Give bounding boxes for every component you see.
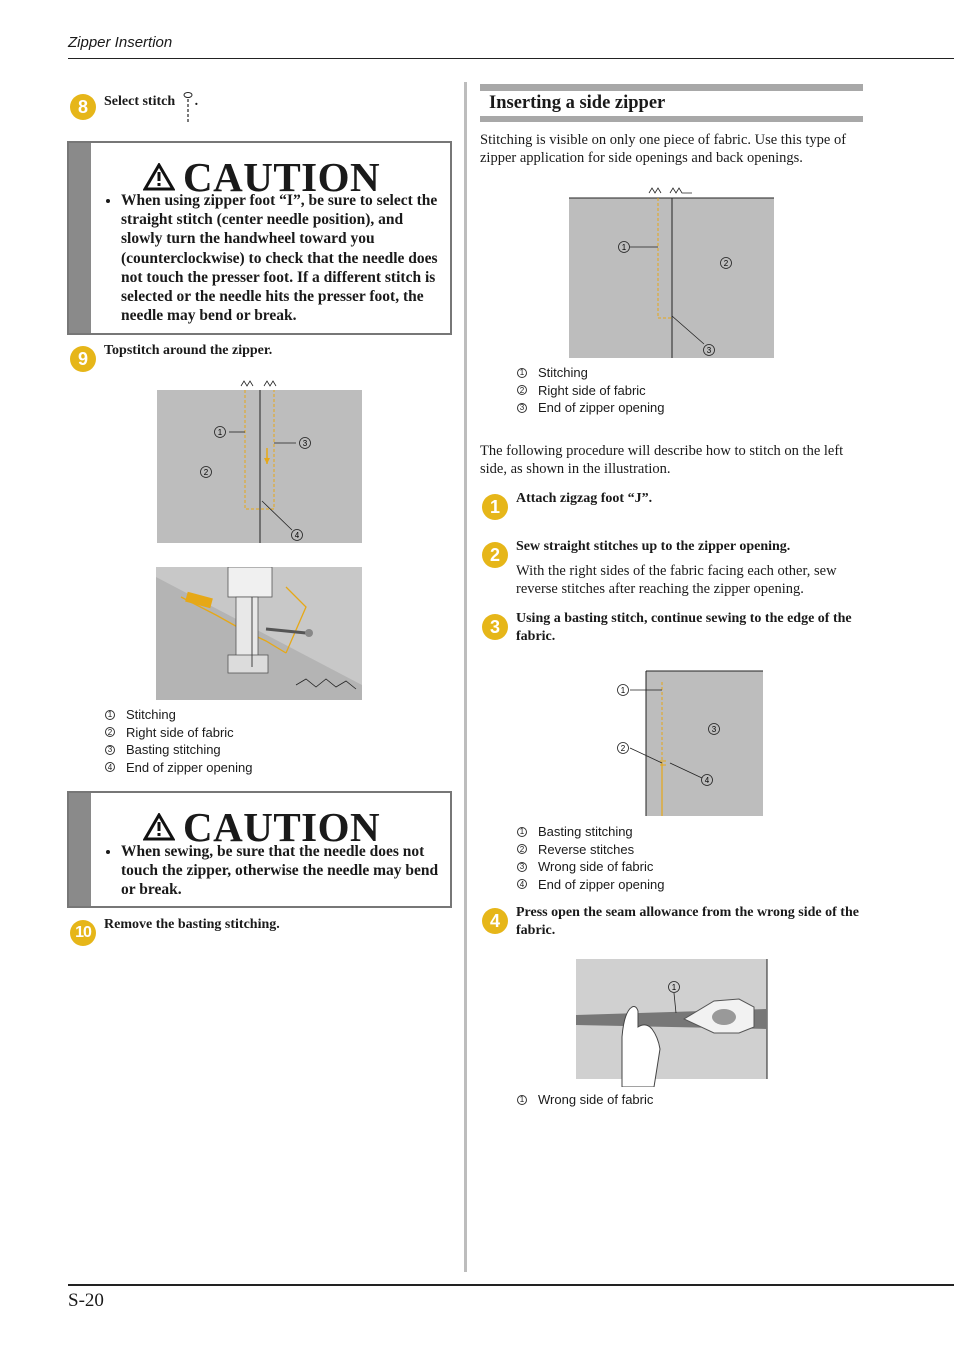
svg-text:3: 3 — [706, 346, 712, 355]
procedure-intro: The following procedure will describe how to stitch on the left side, as shown in the illustration. — [480, 443, 844, 477]
legend-item: End of zipper opening — [538, 876, 665, 892]
topstitch-diagram — [150, 378, 370, 548]
svg-text:2: 2 — [620, 744, 626, 753]
step-8-number: 8 — [70, 94, 96, 120]
basting-diagram — [610, 668, 770, 820]
legend-item: End of zipper opening — [538, 400, 665, 415]
svg-text:2: 2 — [723, 259, 729, 268]
warning-triangle-icon — [143, 813, 175, 841]
running-header: Zipper Insertion — [68, 34, 173, 51]
step-3-number: 3 — [482, 614, 508, 640]
svg-text:2: 2 — [203, 468, 209, 477]
legend-topstitch: 1 Stitching 2 Right side of fabric 3 Basting stitching 4 End of zipper opening — [105, 706, 252, 776]
callout-1 — [618, 685, 629, 696]
step-8-text: Select stitch — [104, 94, 176, 109]
presser-foot-shank — [236, 597, 258, 657]
section-title: Inserting a side zipper — [489, 93, 666, 113]
svg-text:1: 1 — [671, 983, 677, 992]
caution-box-2 — [67, 791, 452, 908]
legend-item: Right side of fabric — [538, 382, 646, 398]
header-rule — [68, 58, 954, 59]
step-9-text: Topstitch around the zipper. — [104, 343, 273, 358]
callout-2 — [618, 743, 629, 754]
caution-1-bullet: • When using zipper foot “I”, be sure to select the straight stitch (center needle position), and slowly turn the handwheel toward you (counterclockwise) to check that the needle does not touch the presser foot. If a different stitch is selected or the needle hits the presser foot, the needle may bend or break. — [121, 191, 448, 325]
zigzag-mark-left — [241, 381, 253, 386]
caution-2-bullet: • When sewing, be sure that the needle does not touch the zipper, otherwise the needle may bend or break. — [121, 842, 448, 900]
svg-text:4: 4 — [294, 531, 300, 540]
step-4-number: 4 — [482, 908, 508, 934]
step-3-text: Using a basting stitch, continue sewing to the edge of the fabric. — [516, 611, 852, 644]
needle-bar — [228, 567, 272, 597]
svg-text:4: 4 — [704, 776, 710, 785]
legend-item: Wrong side of fabric — [538, 1092, 654, 1107]
presser-foot-illustration — [156, 567, 362, 700]
section-intro: Stitching is visible on only one piece of fabric. Use this type of zipper application for side openings and back openings. — [480, 132, 847, 166]
caution-box-1 — [67, 141, 452, 335]
step-4-text: Press open the seam allowance from the wrong side of the fabric. — [516, 905, 859, 938]
section-heading — [480, 84, 863, 122]
legend-basting: 1 Basting stitching 2 Reverse stitches 3 Wrong side of fabric 4 End of zipper opening — [517, 823, 664, 893]
caution-side-bar — [69, 143, 91, 333]
legend-item: Right side of fabric — [126, 724, 234, 740]
legend-pressing: 1 Wrong side of fabric — [517, 1091, 653, 1109]
svg-text:1: 1 — [620, 686, 626, 695]
thumb-screw — [305, 629, 313, 637]
step-1-number: 1 — [482, 494, 508, 520]
legend-item: Basting stitching — [126, 742, 221, 757]
legend-side-zipper: 1 Stitching 2 Right side of fabric 3 End of zipper opening — [517, 364, 664, 417]
page-number: S-20 — [68, 1290, 104, 1311]
side-zipper-diagram — [564, 184, 778, 360]
caution-title: CAUTION — [143, 803, 380, 851]
presser-foot-sole — [228, 655, 268, 673]
legend-item: End of zipper opening — [126, 759, 253, 775]
step-2-number: 2 — [482, 542, 508, 568]
step-1-text: Attach zigzag foot “J”. — [516, 491, 653, 506]
legend-item: Basting stitching — [538, 824, 633, 839]
step-10-number: 10 — [70, 920, 96, 946]
pressing-illustration — [574, 957, 770, 1087]
step-8-instruction — [104, 91, 198, 125]
svg-text:1: 1 — [621, 243, 627, 252]
caution-side-bar — [69, 793, 91, 906]
straight-stitch-icon — [181, 91, 195, 125]
step-8-period: . — [194, 94, 199, 109]
step-2-detail: With the right sides of the fabric facing each other, sew reverse stitches after reaching the zipper opening. — [516, 563, 837, 597]
svg-text:3: 3 — [302, 439, 308, 448]
column-divider — [464, 82, 467, 1272]
legend-item: Wrong side of fabric — [538, 859, 654, 874]
caution-title: CAUTION — [143, 153, 380, 201]
footer-rule — [68, 1284, 954, 1286]
svg-text:1: 1 — [217, 428, 223, 437]
legend-item: Stitching — [126, 707, 176, 722]
step-2-text: Sew straight stitches up to the zipper opening. — [516, 539, 791, 554]
legend-item: Reverse stitches — [538, 841, 635, 857]
zigzag-mark-right — [264, 381, 276, 386]
step-10-text: Remove the basting stitching. — [104, 917, 280, 932]
step-9-number: 9 — [70, 346, 96, 372]
legend-item: Stitching — [538, 365, 588, 380]
warning-triangle-icon — [143, 163, 175, 191]
svg-text:3: 3 — [711, 725, 717, 734]
